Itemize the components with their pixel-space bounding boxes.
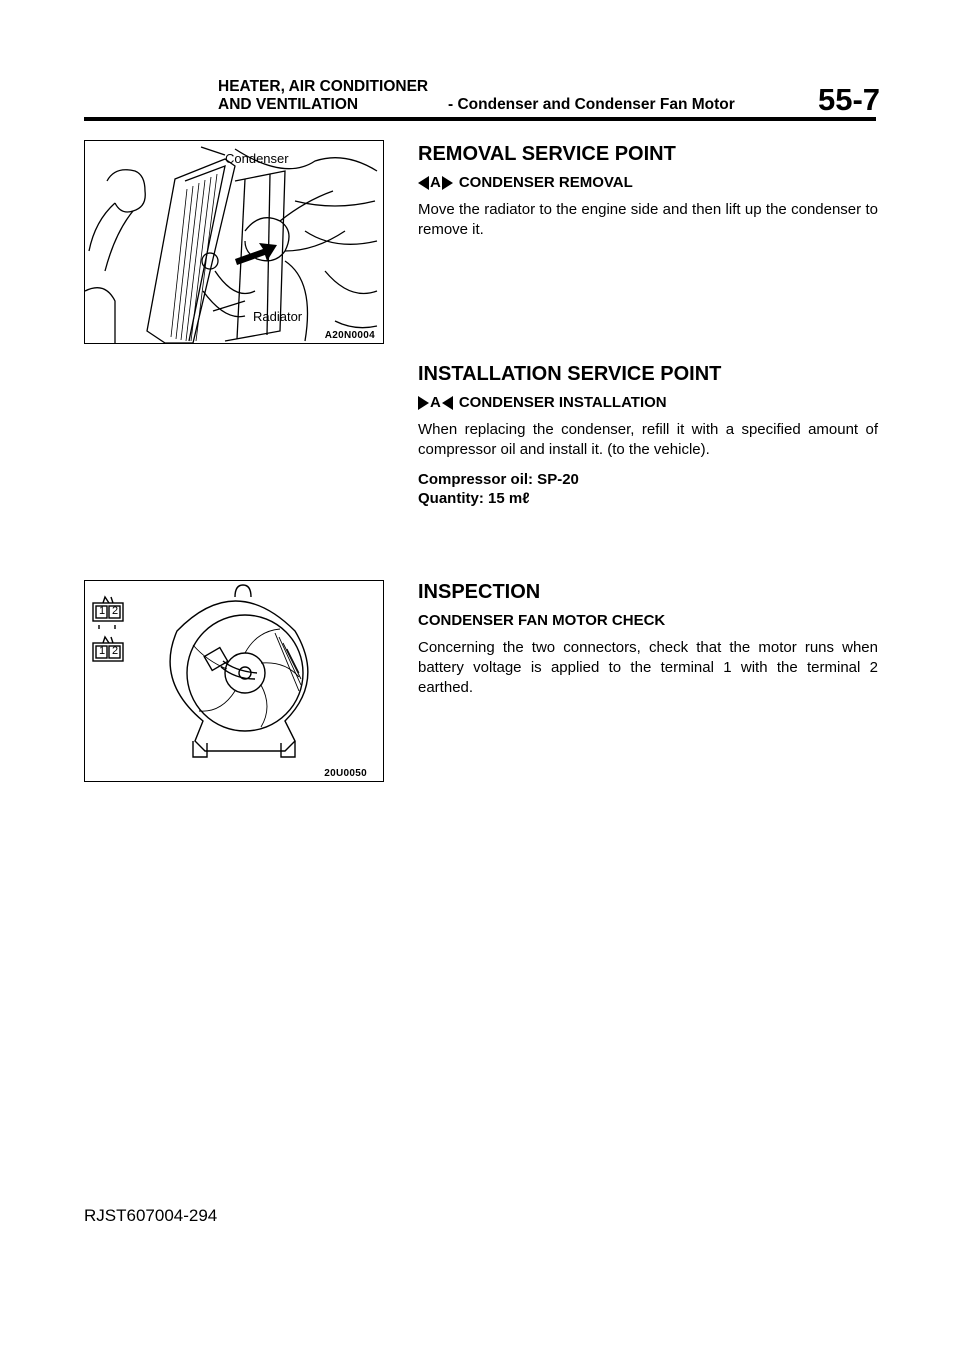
installation-body: When replacing the condenser, refill it with a specified amount of compressor oil and install it. (to the vehicle). — [418, 421, 878, 458]
label-radiator: Radiator — [253, 309, 303, 324]
figure-code: 20U0050 — [324, 768, 367, 779]
removal-subheading: A CONDENSER REMOVAL — [418, 174, 878, 192]
condenser-removal-figure — [84, 140, 384, 344]
connector-1-pin-2: 2 — [112, 605, 119, 617]
inspection-heading: INSPECTION — [418, 581, 541, 603]
label-condenser: Condenser — [225, 151, 289, 166]
spec-compressor-oil: Compressor oil: SP-20 — [418, 471, 579, 488]
fan-motor-illustration — [85, 581, 383, 781]
connector-2-pin-2: 2 — [112, 645, 119, 657]
spec-quantity: Quantity: 15 mℓ — [418, 490, 530, 507]
inspection-section — [418, 580, 878, 698]
removal-heading: REMOVAL SERVICE POINT — [418, 143, 676, 165]
chapter-title — [218, 78, 428, 114]
triangle-left-icon — [442, 396, 453, 410]
removal-marker: A — [418, 174, 453, 192]
document-id: RJST607004-294 — [84, 1206, 218, 1225]
page-number: 55-7 — [818, 82, 881, 117]
installation-section — [418, 362, 878, 508]
condenser-removal-illustration — [85, 141, 383, 343]
installation-spec — [418, 470, 878, 508]
triangle-right-icon — [418, 396, 429, 410]
fan-motor-figure — [84, 580, 384, 782]
chapter-title-line1: HEATER, AIR CONDITIONER — [218, 78, 429, 95]
header-rule — [84, 117, 876, 121]
inspection-body: Concerning the two connectors, check that the motor runs when battery voltage is applied to the terminal 1 with the terminal 2 earthed. — [418, 639, 878, 696]
inspection-subheading: CONDENSER FAN MOTOR CHECK — [418, 612, 666, 629]
chapter-title-line2: AND VENTILATION — [218, 96, 359, 113]
section-title: - Condenser and Condenser Fan Motor — [448, 96, 735, 113]
removal-body: Move the radiator to the engine side and then lift up the condenser to remove it. — [418, 201, 878, 238]
connector-1-pin-1: 1 — [99, 605, 106, 617]
installation-heading: INSTALLATION SERVICE POINT — [418, 363, 722, 385]
installation-marker: A — [418, 394, 453, 412]
triangle-left-icon — [418, 176, 429, 190]
triangle-right-icon — [442, 176, 453, 190]
connector-2-pin-1: 1 — [99, 645, 106, 657]
figure-code: A20N0004 — [324, 330, 375, 341]
removal-section — [418, 142, 878, 240]
installation-subheading: A CONDENSER INSTALLATION — [418, 394, 878, 412]
